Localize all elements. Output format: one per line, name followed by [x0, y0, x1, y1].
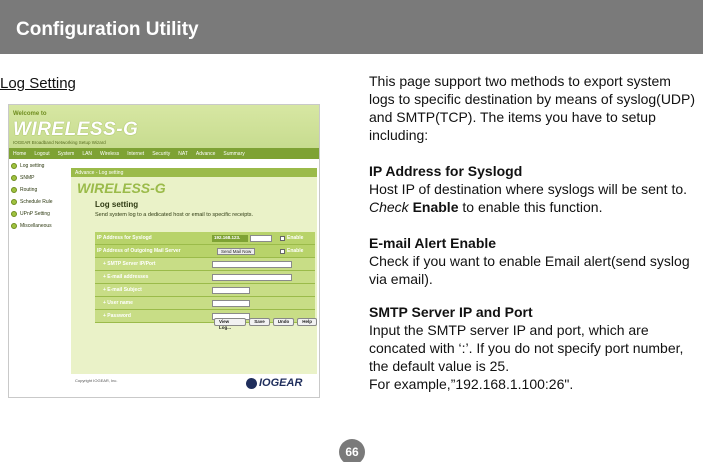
sidebar-item-label: Miscellaneous	[20, 223, 52, 229]
page-heading: Log setting	[95, 200, 139, 209]
intro-paragraph: This page support two methods to export system logs to specific destination by means of syslog(UDP) and SMTP(TCP). The items you have to setup including:	[369, 73, 696, 143]
log-form	[95, 232, 315, 323]
page-description: Send system log to a dedicated host or email to specific receipts.	[95, 212, 254, 218]
smtp-heading: SMTP Server IP and Port	[369, 304, 533, 320]
bullet-icon	[11, 163, 17, 169]
header-title: Configuration Utility	[16, 19, 199, 40]
subject-input[interactable]	[212, 287, 250, 294]
user-label: + User name	[103, 300, 133, 306]
email-row	[95, 271, 315, 284]
email-input[interactable]	[212, 274, 292, 281]
form-buttons	[211, 318, 317, 330]
welcome-text: Welcome to	[13, 111, 47, 117]
syslogd-label: IP Address for Syslogd	[97, 235, 152, 241]
email-label: + E-mail addresses	[103, 274, 149, 280]
nav-internet[interactable]: Internet	[127, 150, 145, 157]
syslogd-ip-prefix: 192.168.123.	[212, 235, 248, 242]
undo-button[interactable]: Undo	[273, 318, 295, 326]
user-input[interactable]	[212, 300, 250, 307]
sidebar-item-label: SNMP	[20, 175, 35, 181]
user-row	[95, 297, 315, 310]
syslogd-text: Host IP of destination where syslogs will be sent to.	[369, 181, 688, 197]
smtp-row	[95, 258, 315, 271]
nav-summary[interactable]: Summary	[223, 150, 245, 157]
sidebar-item-log-setting[interactable]	[11, 161, 69, 171]
mail-row	[95, 245, 315, 258]
nav-wireless[interactable]: Wireless	[100, 150, 120, 157]
mail-label: IP Address of Outgoing Mail Server	[97, 248, 181, 254]
bullet-icon	[11, 187, 17, 193]
help-button[interactable]: Help	[297, 318, 317, 326]
save-button[interactable]: Save	[249, 318, 270, 326]
router-navbar	[9, 148, 320, 159]
bullet-icon	[11, 175, 17, 181]
syslogd-ip-input[interactable]	[250, 235, 272, 242]
nav-nat[interactable]: NAT	[178, 150, 188, 157]
router-sidebar	[9, 159, 69, 398]
router-banner	[9, 105, 320, 159]
nav-security[interactable]: Security	[152, 150, 171, 157]
smtp-label: + SMTP Server IP/Port	[103, 261, 156, 267]
smtp-example: For example,”192.168.1.100:26".	[369, 376, 574, 392]
sidebar-item-miscellaneous[interactable]	[11, 221, 69, 231]
nav-logout[interactable]: Logout	[34, 150, 50, 157]
nav-advance[interactable]: Advance	[195, 150, 216, 157]
check-word: Check	[369, 199, 409, 215]
nav-lan[interactable]: LAN	[82, 150, 93, 157]
view-log-button[interactable]: View Log...	[214, 318, 246, 326]
bullet-icon	[11, 223, 17, 229]
nav-system[interactable]: System	[57, 150, 75, 157]
content-logo: WIRELESS-G	[77, 180, 166, 196]
syslogd-heading: IP Address for Syslogd	[369, 163, 523, 179]
email-alert-text: Check if you want to enable Email alert(send syslog via email).	[369, 253, 690, 287]
sidebar-item-label: Schedule Rule	[20, 199, 53, 205]
wireless-g-logo: WIRELESS-G	[13, 119, 139, 140]
router-screenshot	[8, 104, 320, 398]
sidebar-item-snmp[interactable]	[11, 173, 69, 183]
syslogd-check-line	[369, 198, 699, 216]
mail-enable-label: Enable	[287, 248, 304, 254]
send-mail-now-button[interactable]: Send Mail Now	[217, 248, 255, 255]
breadcrumb: Advance - Log setting	[71, 168, 317, 177]
syslogd-enable-label: Enable	[287, 235, 304, 241]
enable-word: Enable	[412, 199, 459, 215]
password-label: + Password	[103, 313, 131, 319]
subject-label: + E-mail Subject	[103, 287, 142, 293]
sidebar-item-schedule-rule[interactable]	[11, 197, 69, 207]
check-line-rest: to enable this function.	[458, 199, 603, 215]
mail-enable-checkbox[interactable]	[280, 249, 285, 254]
section-title: Log Setting	[0, 75, 76, 92]
tagline: IOGEAR Broadband Networking Setup Wizard	[13, 140, 106, 145]
iogear-logo	[246, 377, 302, 389]
syslogd-enable-checkbox[interactable]	[280, 236, 285, 241]
syslogd-row	[95, 232, 315, 245]
smtp-text: Input the SMTP server IP and port, which are concated with ‘:’. If you do not specify port number, the default value is 25.	[369, 322, 684, 374]
sidebar-item-label: UPnP Setting	[20, 211, 50, 217]
sidebar-item-upnp-setting[interactable]	[11, 209, 69, 219]
page-number: 66	[339, 439, 365, 462]
router-footer	[71, 374, 317, 396]
iogear-wordmark: IOGEAR	[259, 377, 303, 389]
nav-home[interactable]: Home	[13, 150, 27, 157]
router-content	[71, 168, 317, 396]
header-bar	[0, 0, 703, 54]
sidebar-item-label: Log setting	[20, 163, 45, 169]
smtp-input[interactable]	[212, 261, 292, 268]
email-alert-heading: E-mail Alert Enable	[369, 235, 497, 251]
sidebar-item-routing[interactable]	[11, 185, 69, 195]
sidebar-item-label: Routing	[20, 187, 38, 193]
subject-row	[95, 284, 315, 297]
iogear-mark-icon	[246, 378, 257, 389]
bullet-icon	[11, 199, 17, 205]
copyright: Copyright IOGEAR, Inc.	[75, 378, 118, 383]
bullet-icon	[11, 211, 17, 217]
